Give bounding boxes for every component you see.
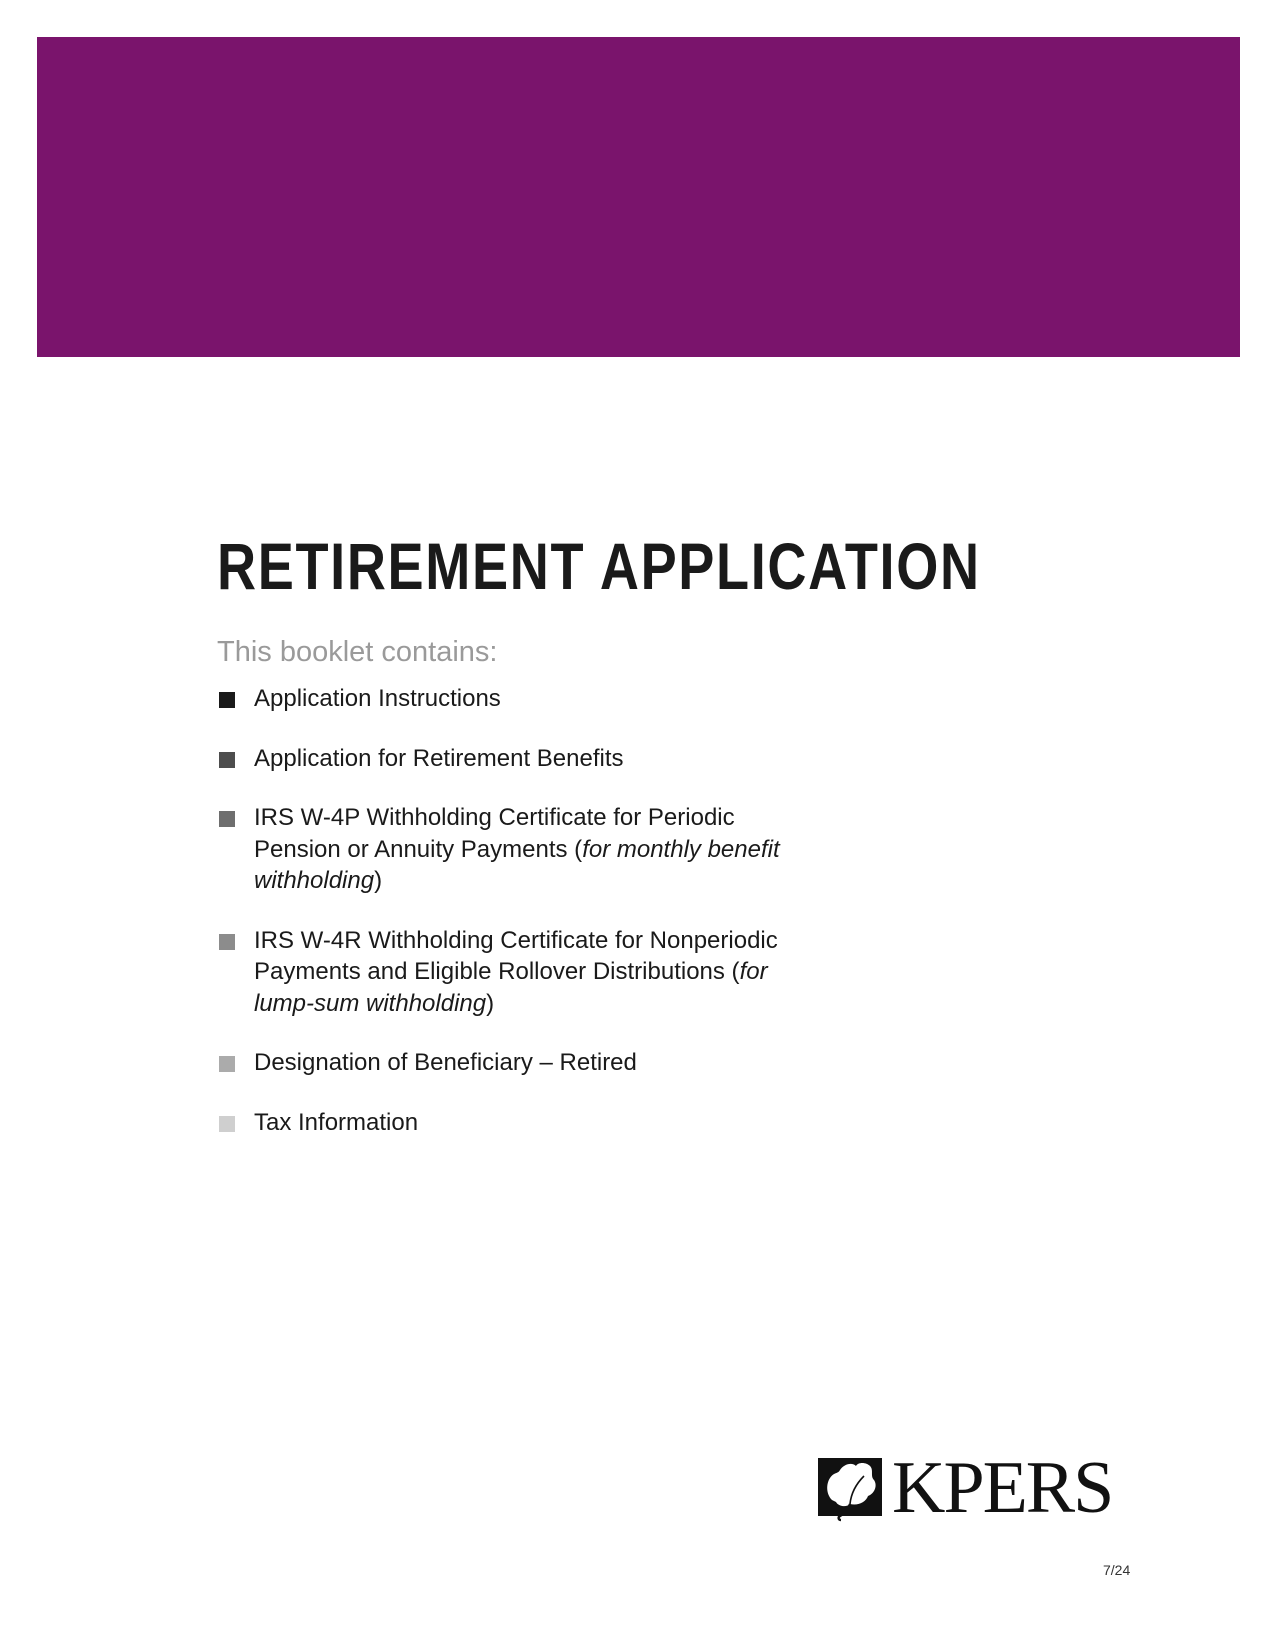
list-item — [217, 1047, 817, 1079]
item-note: for lump-sum withholding — [254, 958, 768, 1017]
item-label: Tax Information — [254, 1108, 419, 1136]
square-bullet-icon — [219, 934, 235, 950]
square-bullet-icon — [219, 692, 235, 708]
square-bullet-icon — [219, 811, 235, 827]
cottonwood-leaf-icon — [818, 1454, 886, 1522]
item-label: IRS W-4P Withholding Certificate for Periodic Pension or Annuity Payments — [254, 804, 735, 863]
square-bullet-icon — [219, 1056, 235, 1072]
list-item: IRS W-4P Withholding Certificate for Periodic Pension or Annuity Payments (for monthly benefit withholding) — [217, 802, 817, 897]
page-title: RETIREMENT APPLICATION — [217, 529, 981, 603]
square-bullet-icon — [219, 752, 235, 768]
item-label: IRS W-4R Withholding Certificate for Nonperiodic Payments and Eligible Rollover Distributions — [254, 926, 778, 985]
booklet-subtitle: This booklet contains: — [217, 636, 498, 668]
revision-code: 7/24 — [1103, 1562, 1131, 1578]
item-label: Designation of Beneficiary – Retired — [254, 1049, 637, 1076]
logo-wordmark: KPERS — [892, 1447, 1113, 1529]
item-label: Application Instructions — [254, 685, 501, 712]
header-banner — [37, 37, 1240, 357]
list-item — [217, 743, 817, 775]
item-note: for monthly benefit withholding — [254, 835, 780, 894]
square-bullet-icon — [219, 1116, 235, 1132]
kpers-logo — [818, 1448, 1112, 1528]
item-label: Application for Retirement Benefits — [254, 744, 624, 772]
list-item: IRS W-4R Withholding Certificate for Nonperiodic Payments and Eligible Rollover Distributions (for lump-sum withholding) — [217, 925, 817, 1020]
list-item — [217, 1107, 817, 1139]
list-item — [217, 683, 817, 715]
contents-list — [217, 683, 817, 1166]
